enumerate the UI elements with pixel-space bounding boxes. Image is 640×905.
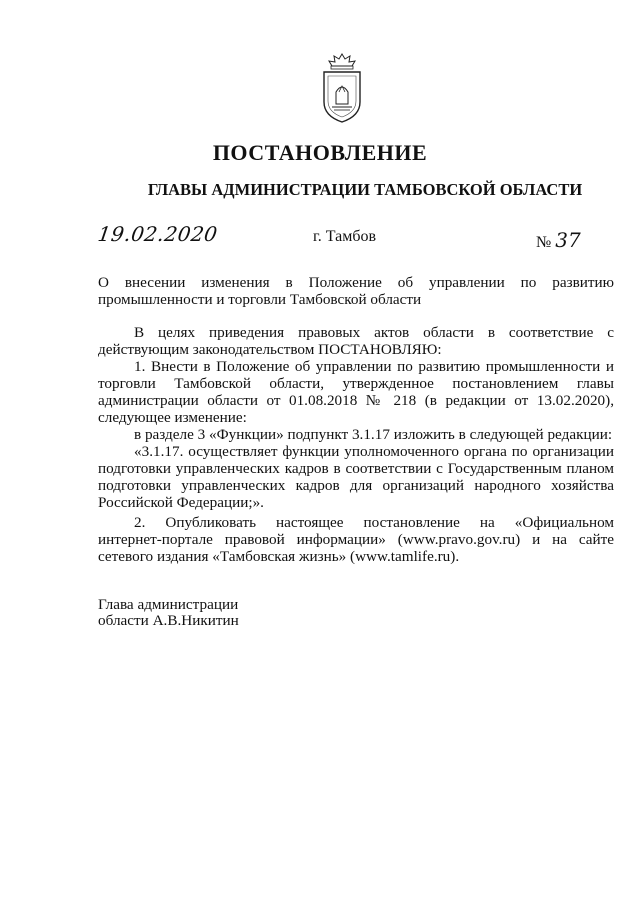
document-number (536, 228, 581, 252)
text-line: 2. Опубликовать настоящее постановление на «Официальном (134, 514, 614, 531)
paragraph-item-1 (98, 358, 614, 426)
paragraph-new-wording (98, 443, 614, 511)
text-line: В целях приведения правовых актов области в соответствие с (134, 324, 614, 341)
subject-line: промышленности и торговли Тамбовской области (98, 291, 422, 308)
paragraph-preamble (98, 324, 614, 358)
document-subtitle: ГЛАВЫ АДМИНИСТРАЦИИ ТАМБОВСКОЙ ОБЛАСТИ (147, 180, 583, 199)
document-subject (98, 274, 614, 308)
text-line: подготовки управленческих кадров для организаций народного хозяйства (98, 477, 614, 494)
text-line: сетевого издания «Тамбовская жизнь» (www.tamlife.ru). (98, 548, 460, 565)
document-title: ПОСТАНОВЛЕНИЕ (212, 140, 428, 165)
text-line: действующим законодательством ПОСТАНОВЛЯЮ: (98, 341, 442, 358)
text-line: в разделе 3 «Функции» подпункт 3.1.17 изложить в следующей редакции: (134, 426, 613, 443)
text-line: следующее изменение: (98, 409, 247, 426)
signature-title: Глава администрации (98, 596, 239, 613)
paragraph-item-2 (98, 514, 614, 565)
signature-block (98, 597, 239, 629)
tambov-coat-of-arms-icon (320, 52, 364, 126)
paragraph-section (98, 426, 614, 443)
subject-line: О внесении изменения в Положение об управлении по развитию (98, 274, 614, 291)
signature-name: области А.В.Никитин (98, 612, 239, 629)
text-line: «3.1.17. осуществляет функции уполномоченного органа по организации (134, 443, 614, 460)
number-value: 37 (555, 228, 581, 252)
text-line: торговли Тамбовской области, утвержденное постановлением главы (98, 375, 614, 392)
text-line: подготовки управленческих кадров в соответствии с Государственным планом (98, 460, 614, 477)
document-city: г. Тамбов (313, 228, 377, 245)
text-line: Российской Федерации;». (98, 494, 264, 511)
document-date: 19.02.2020 (96, 222, 220, 246)
text-line: 1. Внести в Положение об управлении по развитию промышленности и (134, 358, 614, 375)
text-line: администрации области от 01.08.2018 № 218 (в редакции от 13.02.2020), (98, 392, 614, 409)
number-prefix: № (536, 234, 552, 251)
text-line: интернет-портале правовой информации» (www.pravo.gov.ru) и на сайте (98, 531, 614, 548)
